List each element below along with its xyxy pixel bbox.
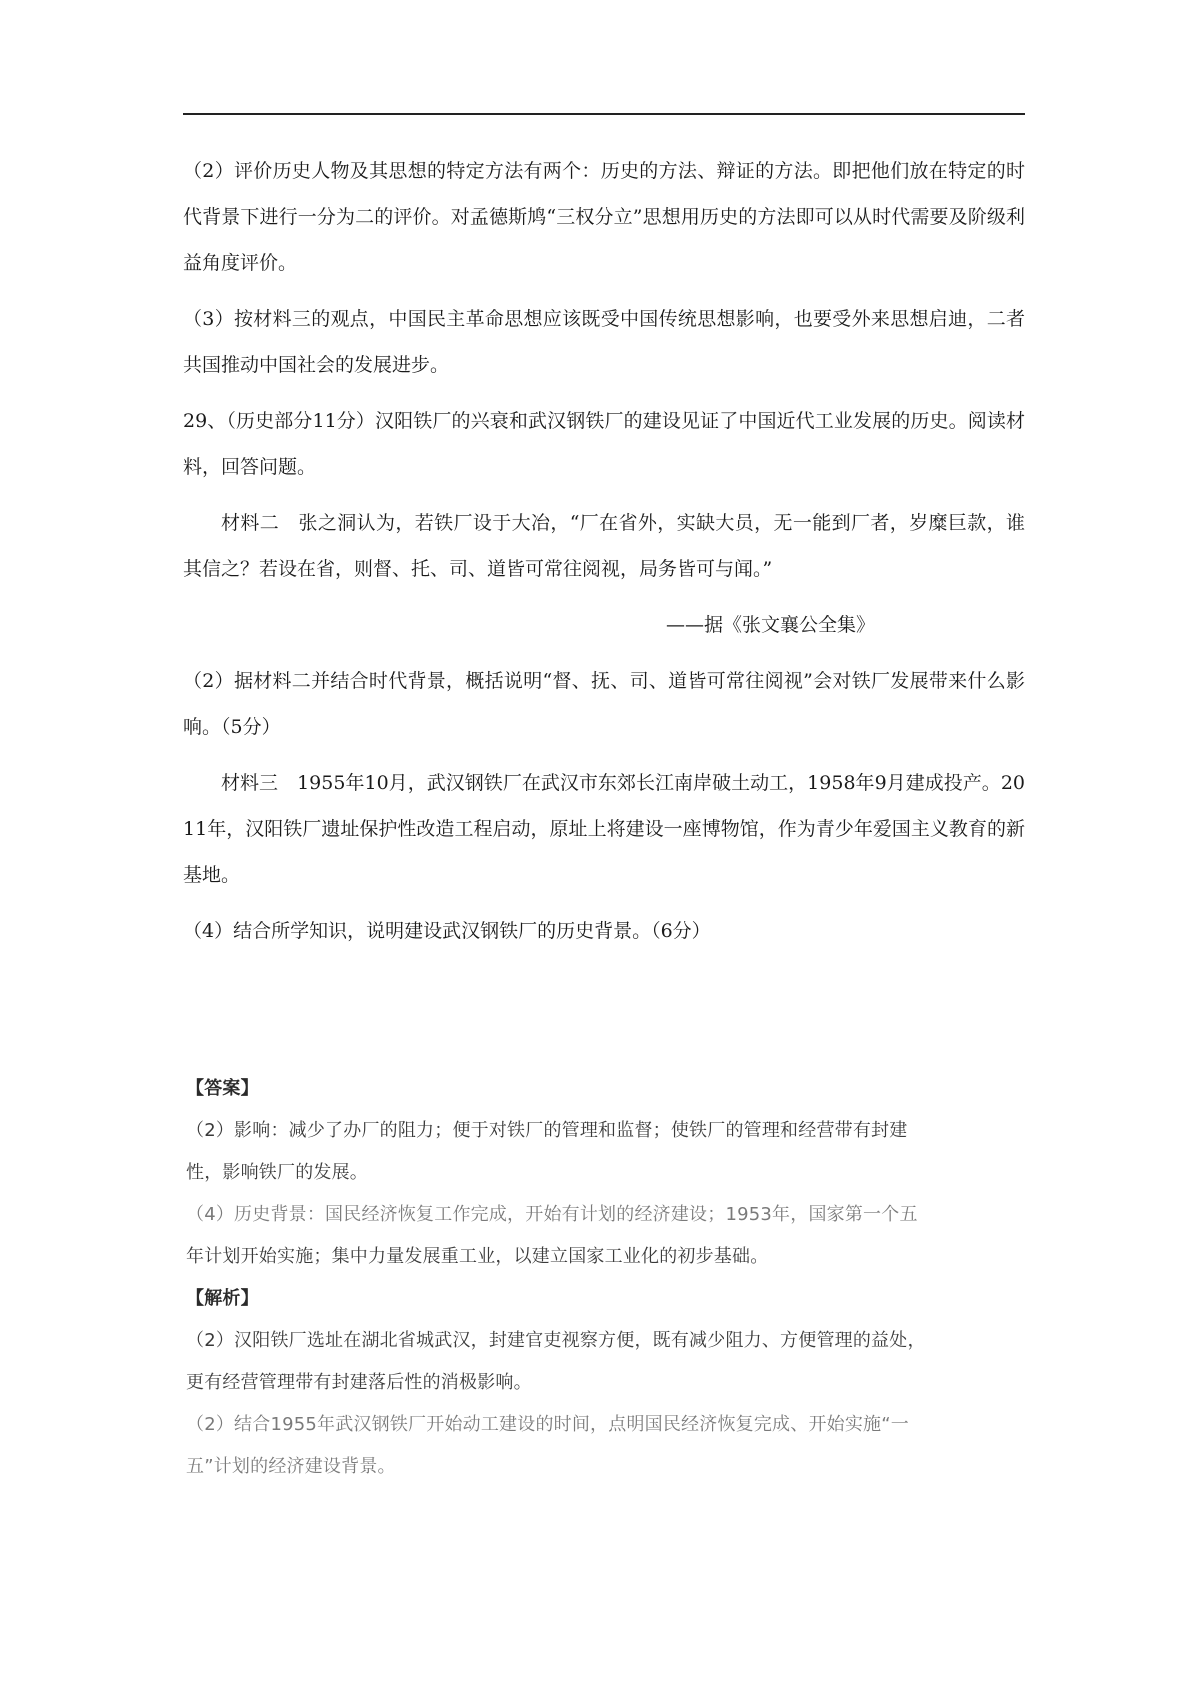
question-4: （4）结合所学知识，说明建设武汉钢铁厂的历史背景。（6分） xyxy=(183,920,711,942)
answer-analysis-block xyxy=(186,1068,926,1488)
paragraph-evaluation-method: （2）评价历史人物及其思想的特定方法有两个：历史的方法、辩证的方法。即把他们放在特定的时代背景下进行一分为二的评价。对孟德斯鸠“三权分立”思想用历史的方法即可以从时代需要及阶级利益角度评价。 xyxy=(183,160,1025,274)
answer-line: （4）历史背景：国民经济恢复工作完成，开始有计划的经济建设；1953年，国家第一个五 xyxy=(186,1204,918,1225)
material-two-source: ——据《张文襄公全集》 xyxy=(665,614,875,636)
analysis-heading: 【解析】 xyxy=(186,1288,259,1309)
document-body xyxy=(183,148,1025,954)
answer-heading: 【答案】 xyxy=(186,1078,259,1099)
analysis-line: （2）汉阳铁厂选址在湖北省城武汉，封建官吏视察方便，既有减少阻力、方便管理的益处， xyxy=(186,1330,926,1351)
question-2: （2）据材料二并结合时代背景，概括说明“督、抚、司、道皆可常往阅视”会对铁厂发展带来什么影响。（5分） xyxy=(183,670,1025,738)
material-two: 材料二 张之洞认为，若铁厂设于大冶，“厂在省外，实缺大员，无一能到厂者，岁糜巨款，谁其信之？若设在省，则督、托、司、道皆可常往阅视，局务皆可与闻。” xyxy=(183,512,1025,580)
analysis-line: 五”计划的经济建设背景。 xyxy=(186,1456,396,1477)
question-29-intro: 29、（历史部分11分）汉阳铁厂的兴衰和武汉钢铁厂的建设见证了中国近代工业发展的历史。阅读材料，回答问题。 xyxy=(183,410,1025,478)
answer-line: 性，影响铁厂的发展。 xyxy=(186,1162,368,1183)
paragraph-material-three-view: （3）按材料三的观点，中国民主革命思想应该既受中国传统思想影响，也要受外来思想启迪，二者共国推动中国社会的发展进步。 xyxy=(183,308,1025,376)
header-rule xyxy=(183,113,1025,115)
material-three: 材料三 1955年10月，武汉钢铁厂在武汉市东郊长江南岸破土动工，1958年9月建成投产。2011年，汉阳铁厂遗址保护性改造工程启动，原址上将建设一座博物馆，作为青少年爱国主义教育的新基地。 xyxy=(183,772,1025,886)
analysis-line: （2）结合1955年武汉钢铁厂开始动工建设的时间，点明国民经济恢复完成、开始实施“一 xyxy=(186,1414,909,1435)
answer-line: 年计划开始实施；集中力量发展重工业，以建立国家工业化的初步基础。 xyxy=(186,1246,769,1267)
analysis-line: 更有经营管理带有封建落后性的消极影响。 xyxy=(186,1372,532,1393)
answer-line: （2）影响：减少了办厂的阻力；便于对铁厂的管理和监督；使铁厂的管理和经营带有封建 xyxy=(186,1120,908,1141)
